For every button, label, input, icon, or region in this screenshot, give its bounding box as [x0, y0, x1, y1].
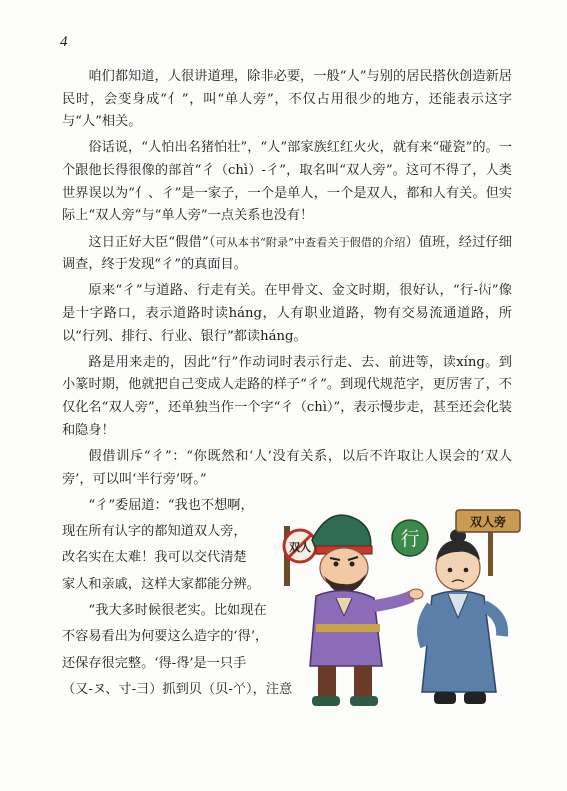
- page-number: 4: [60, 34, 68, 50]
- sign-center-label: 行: [400, 528, 420, 550]
- paragraph-line: 还保存很完整。‘得-𢔶’是一只手: [62, 655, 247, 671]
- paragraph: 原来“彳”与道路、行走有关。在甲骨文、金文时期，很好认，“行-𧗟”像是十字路口，表示道路时读háng，人有职业道路，物有交易流通道路，所以“行列、排行、行业、银行”都读háng。: [62, 283, 512, 344]
- paragraph: 路是用来走的，因此“行”作动词时表示行走、去、前进等，读xíng。到小篆时期，他就把自己变成人走路的样子“彳”。到现代规范字，更厉害了，不仅化名“双人旁”，还单独当作一个字“彳（chì）”，表示慢步走，甚至还会化装和隐身！: [62, 354, 512, 438]
- dialogue-block: [62, 495, 294, 702]
- sign-xing: [392, 520, 428, 556]
- paragraph: [62, 232, 512, 277]
- paragraph: 假借训斥“彳”：“你既然和‘人’没有关系，以后不许取让人误会的‘双人旁’，可以叫‘半行旁’呀。”: [62, 448, 512, 487]
- paragraph-text: 这日正好大臣“假借”（: [88, 234, 216, 250]
- sign-right-label: 双人旁: [469, 515, 507, 529]
- paragraph: 俗话说，“人怕出名猪怕壮”，“人”部家族红红火火，就有来“碰瓷”的。一个跟他长得很像的部首“彳（chì）-彳”，取名叫“双人旁”。这可不得了，人类世界误以为“亻、彳”是一家子，一个是单人，一个是双人，都和人有关。但实际上“双人旁”与“单人旁”一点关系也没有！: [62, 140, 512, 224]
- paragraph-line: 家人和亲戚，这样大家都能分辨。: [62, 576, 260, 592]
- paragraph: 咱们都知道，人很讲道理，除非必要，一般“人”与别的居民搭伙创造新居民时，会变身成“亻”，叫“单人旁”，不仅占用很少的地方，还能表示这字与“人”相关。: [62, 69, 512, 130]
- paragraph-line: “彳”委屈道：“我也不想啊，: [88, 497, 254, 513]
- paragraph-line: 改名实在太难！我可以交代清楚: [62, 550, 247, 566]
- paragraph-line: （又-ヌ、寸-彐）抓到贝（贝-𠁥），注意: [62, 681, 293, 697]
- paragraph-line: 现在所有认字的都知道双人旁，: [62, 524, 247, 540]
- sign-double-person: [284, 526, 316, 586]
- paragraph-line: “我大多时候很老实。比如现在: [88, 602, 267, 618]
- paragraph-text: ）值班，经过仔细调查，终于发现“彳”的真面目。: [62, 234, 512, 273]
- paragraph-line: 不容易看出为何要这么造字的‘得’，: [62, 629, 269, 645]
- sign-left-label: 双人: [289, 542, 311, 554]
- cartoon-illustration: [282, 506, 522, 712]
- paragraph-note: 可从本书“附录”中查看关于假借的介绍: [215, 235, 406, 249]
